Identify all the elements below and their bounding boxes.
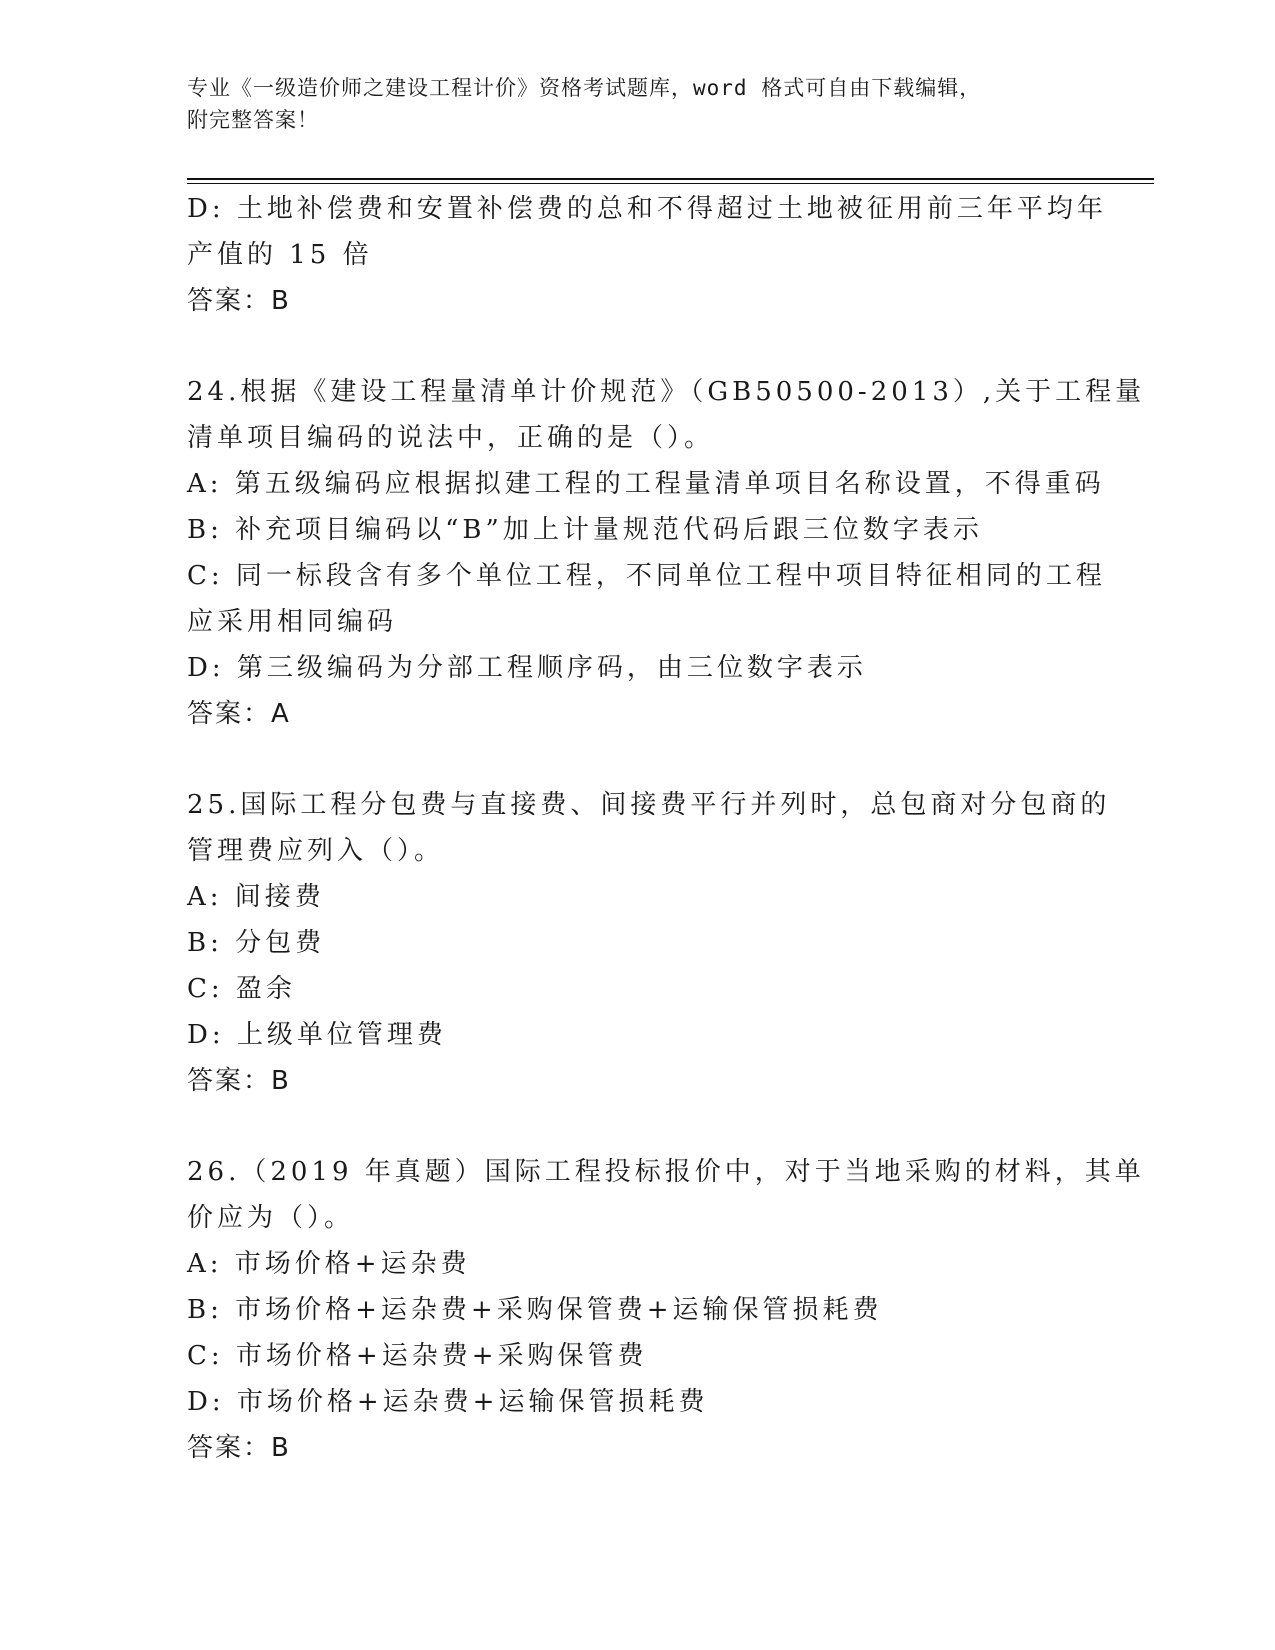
header-line-1: 专业《一级造价师之建设工程计价》资格考试题库，word 格式可自由下载编辑， bbox=[187, 76, 982, 100]
header-divider-thick bbox=[187, 178, 1154, 180]
option-c: C: 市场价格+运杂费+采购保管费 bbox=[187, 1341, 648, 1371]
option-a: A: 间接费 bbox=[187, 882, 325, 912]
spacer bbox=[187, 737, 1087, 782]
option-c-line-1: C: 同一标段含有多个单位工程，不同单位工程中项目特征相同的工程 bbox=[187, 561, 1106, 591]
question-stem-line-1: 25.国际工程分包费与直接费、间接费平行并列时，总包商对分包商的 bbox=[187, 790, 1111, 820]
question-stem-line-2: 清单项目编码的说法中，正确的是（）。 bbox=[187, 423, 715, 453]
option-b: B: 补充项目编码以“B”加上计量规范代码后跟三位数字表示 bbox=[187, 515, 983, 545]
option-b: B: 分包费 bbox=[187, 928, 326, 958]
option-a: A: 第五级编码应根据拟建工程的工程量清单项目名称设置，不得重码 bbox=[187, 469, 1105, 499]
option-d: D: 第三级编码为分部工程顺序码，由三位数字表示 bbox=[187, 653, 867, 683]
question-stem-line-2: 管理费应列入（）。 bbox=[187, 836, 445, 866]
answer-label: 答案：B bbox=[187, 286, 291, 316]
question-stem-line-2: 价应为（）。 bbox=[187, 1203, 355, 1233]
question-content bbox=[187, 186, 1146, 1471]
option-c: C: 盈余 bbox=[187, 974, 296, 1004]
spacer bbox=[187, 1104, 1087, 1149]
answer-label: 答案：A bbox=[187, 699, 291, 729]
answer-label: 答案：B bbox=[187, 1433, 291, 1463]
spacer bbox=[187, 324, 1087, 369]
option-b: B: 市场价格+运杂费+采购保管费+运输保管损耗费 bbox=[187, 1295, 883, 1325]
page-header bbox=[187, 72, 1087, 136]
question-26-block bbox=[187, 1149, 1145, 1471]
option-d-line-2: 产值的 15 倍 bbox=[187, 240, 373, 270]
question-24-block bbox=[187, 369, 1146, 737]
option-d: D: 市场价格+运杂费+运输保管损耗费 bbox=[187, 1387, 709, 1417]
option-c-line-2: 应采用相同编码 bbox=[187, 607, 398, 637]
continued-question-block bbox=[187, 186, 1107, 324]
answer-label: 答案：B bbox=[187, 1066, 291, 1096]
option-d-line-1: D: 土地补偿费和安置补偿费的总和不得超过土地被征用前三年平均年 bbox=[187, 194, 1107, 224]
question-stem-line-1: 24.根据《建设工程量清单计价规范》（GB50500-2013）,关于工程量 bbox=[187, 377, 1146, 407]
option-d: D: 上级单位管理费 bbox=[187, 1020, 447, 1050]
question-25-block bbox=[187, 782, 1111, 1104]
question-stem-line-1: 26.（2019 年真题）国际工程投标报价中，对于当地采购的材料，其单 bbox=[187, 1157, 1145, 1187]
header-line-2: 附完整答案！ bbox=[187, 108, 319, 132]
header-divider-thin bbox=[187, 183, 1154, 184]
option-a: A: 市场价格+运杂费 bbox=[187, 1249, 471, 1279]
